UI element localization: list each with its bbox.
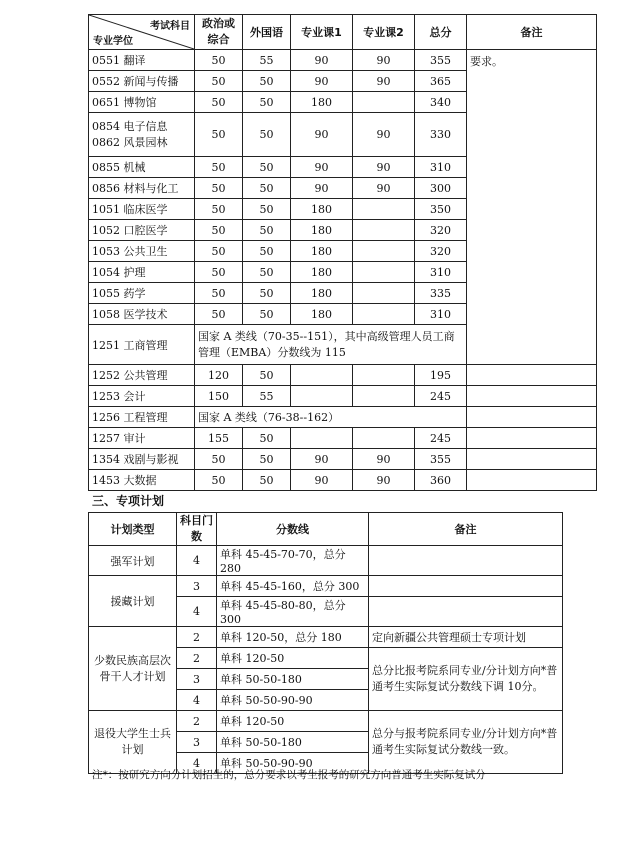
remark-cell <box>467 449 597 470</box>
course2-cell: 90 <box>353 50 415 71</box>
header-subject-count: 科目门数 <box>177 513 217 546</box>
table-header-row <box>89 15 597 50</box>
table-row <box>89 50 597 71</box>
course2-cell <box>353 241 415 262</box>
count-cell: 4 <box>177 597 217 627</box>
major-line-1: 0854 电子信息 <box>92 119 168 133</box>
table-row <box>89 386 597 407</box>
remark-cell <box>369 597 563 627</box>
major-line-2: 0862 风景园林 <box>92 135 168 149</box>
foreign-cell: 50 <box>243 449 291 470</box>
table-row <box>89 470 597 491</box>
header-remark: 备注 <box>369 513 563 546</box>
foreign-cell: 50 <box>243 365 291 386</box>
score-cell: 单科 120-50 <box>217 648 369 669</box>
course2-cell <box>353 428 415 449</box>
remark-cell <box>467 386 597 407</box>
merged-note-cell: 国家 A 类线（76-38--162） <box>195 407 467 428</box>
count-cell: 3 <box>177 576 217 597</box>
course2-cell: 90 <box>353 113 415 157</box>
major-cell: 1058 医学技术 <box>89 304 195 325</box>
total-cell: 245 <box>415 386 467 407</box>
politics-cell: 155 <box>195 428 243 449</box>
remark-cell: 总分与报考院系同专业/分计划方向*普通考生实际复试分数线一致。 <box>369 711 563 774</box>
course1-cell: 90 <box>291 178 353 199</box>
foreign-cell: 50 <box>243 157 291 178</box>
course1-cell: 180 <box>291 262 353 283</box>
major-cell: 1257 审计 <box>89 428 195 449</box>
header-course-1: 专业课1 <box>291 15 353 50</box>
politics-cell: 50 <box>195 71 243 92</box>
count-cell: 2 <box>177 711 217 732</box>
course2-cell <box>353 199 415 220</box>
total-cell: 320 <box>415 220 467 241</box>
foreign-cell: 50 <box>243 470 291 491</box>
major-cell: 1051 临床医学 <box>89 199 195 220</box>
count-cell: 3 <box>177 669 217 690</box>
total-cell: 360 <box>415 470 467 491</box>
header-remark: 备注 <box>467 15 597 50</box>
total-cell: 340 <box>415 92 467 113</box>
remark-cell: 定向新疆公共管理硕士专项计划 <box>369 627 563 648</box>
foreign-cell: 55 <box>243 50 291 71</box>
politics-cell: 150 <box>195 386 243 407</box>
table-row <box>89 449 597 470</box>
section-title: 三、专项计划 <box>92 494 165 508</box>
total-cell: 310 <box>415 157 467 178</box>
course2-cell <box>353 262 415 283</box>
politics-cell: 50 <box>195 199 243 220</box>
course1-cell <box>291 428 353 449</box>
diagonal-header-cell <box>89 15 195 50</box>
total-cell: 300 <box>415 178 467 199</box>
course1-cell: 180 <box>291 241 353 262</box>
course1-cell: 90 <box>291 157 353 178</box>
major-cell: 1253 会计 <box>89 386 195 407</box>
foreign-cell: 55 <box>243 386 291 407</box>
merged-note-cell: 国家 A 类线（70-35--151），其中高级管理人员工商管理（EMBA）分数线为 115 <box>195 325 467 365</box>
foreign-cell: 50 <box>243 113 291 157</box>
politics-cell: 50 <box>195 50 243 71</box>
course2-cell <box>353 386 415 407</box>
politics-cell: 50 <box>195 304 243 325</box>
total-cell: 350 <box>415 199 467 220</box>
politics-cell: 50 <box>195 470 243 491</box>
course1-cell: 180 <box>291 304 353 325</box>
major-cell: 0551 翻译 <box>89 50 195 71</box>
foreign-cell: 50 <box>243 92 291 113</box>
politics-cell: 120 <box>195 365 243 386</box>
foreign-cell: 50 <box>243 283 291 304</box>
major-cell: 0552 新闻与传播 <box>89 71 195 92</box>
total-cell: 330 <box>415 113 467 157</box>
score-cell: 单科 45-45-80-80，总分 300 <box>217 597 369 627</box>
count-cell: 3 <box>177 732 217 753</box>
total-cell: 245 <box>415 428 467 449</box>
score-cell: 单科 120-50，总分 180 <box>217 627 369 648</box>
politics-cell: 50 <box>195 283 243 304</box>
course1-cell: 90 <box>291 50 353 71</box>
foreign-cell: 50 <box>243 220 291 241</box>
table-row <box>89 546 563 576</box>
score-cell: 单科 120-50 <box>217 711 369 732</box>
course1-cell: 90 <box>291 449 353 470</box>
table-row <box>89 576 563 597</box>
remark-cell <box>467 365 597 386</box>
plan-type-cell: 援藏计划 <box>89 576 177 627</box>
politics-cell: 50 <box>195 113 243 157</box>
course1-cell: 180 <box>291 199 353 220</box>
remark-cell <box>467 50 597 365</box>
course2-cell: 90 <box>353 71 415 92</box>
course2-cell: 90 <box>353 178 415 199</box>
total-cell: 195 <box>415 365 467 386</box>
course1-cell: 90 <box>291 71 353 92</box>
course1-cell <box>291 365 353 386</box>
header-politics: 政治或综合 <box>195 15 243 50</box>
foreign-cell: 50 <box>243 241 291 262</box>
count-cell: 4 <box>177 546 217 576</box>
major-cell: 1054 护理 <box>89 262 195 283</box>
score-cell: 单科 50-50-180 <box>217 669 369 690</box>
politics-cell: 50 <box>195 449 243 470</box>
count-cell: 4 <box>177 690 217 711</box>
foreign-cell: 50 <box>243 178 291 199</box>
score-cell: 单科 50-50-90-90 <box>217 690 369 711</box>
major-cell: 1453 大数据 <box>89 470 195 491</box>
plan-type-cell: 退役大学生士兵计划 <box>89 711 177 774</box>
plan-type-cell: 强军计划 <box>89 546 177 576</box>
major-cell: 1052 口腔医学 <box>89 220 195 241</box>
remark-cell: 总分比报考院系同专业/分计划方向*普通考生实际复试分数线下调 10分。 <box>369 648 563 711</box>
header-total: 总分 <box>415 15 467 50</box>
foreign-cell: 50 <box>243 71 291 92</box>
remark-cell <box>369 546 563 576</box>
score-cell: 单科 50-50-180 <box>217 732 369 753</box>
course2-cell: 90 <box>353 470 415 491</box>
major-cell: 1053 公共卫生 <box>89 241 195 262</box>
course1-cell: 180 <box>291 92 353 113</box>
course1-cell: 180 <box>291 220 353 241</box>
politics-cell: 50 <box>195 220 243 241</box>
course2-cell <box>353 304 415 325</box>
major-cell <box>89 113 195 157</box>
remark-text: 要求。 <box>470 55 503 68</box>
remark-cell <box>467 428 597 449</box>
remark-cell <box>369 576 563 597</box>
table-header-row <box>89 513 563 546</box>
total-cell: 365 <box>415 71 467 92</box>
score-table-professional <box>88 14 597 491</box>
total-cell: 355 <box>415 50 467 71</box>
course1-cell: 90 <box>291 470 353 491</box>
course2-cell <box>353 283 415 304</box>
major-cell: 1251 工商管理 <box>89 325 195 365</box>
major-cell: 1252 公共管理 <box>89 365 195 386</box>
table-row <box>89 711 563 732</box>
header-course-2: 专业课2 <box>353 15 415 50</box>
header-foreign-language: 外国语 <box>243 15 291 50</box>
politics-cell: 50 <box>195 262 243 283</box>
footnote: 注*：按研究方向分计划招生的，总分要求以考生报考的研究方向普通考生实际复试分 <box>92 769 486 781</box>
total-cell: 310 <box>415 262 467 283</box>
course1-cell <box>291 386 353 407</box>
score-cell: 单科 45-45-70-70，总分 280 <box>217 546 369 576</box>
major-cell: 1256 工程管理 <box>89 407 195 428</box>
total-cell: 320 <box>415 241 467 262</box>
total-cell: 355 <box>415 449 467 470</box>
course2-cell <box>353 365 415 386</box>
remark-cell <box>467 470 597 491</box>
politics-cell: 50 <box>195 241 243 262</box>
total-cell: 310 <box>415 304 467 325</box>
course2-cell <box>353 220 415 241</box>
politics-cell: 50 <box>195 157 243 178</box>
total-cell: 335 <box>415 283 467 304</box>
course2-cell: 90 <box>353 449 415 470</box>
politics-cell: 50 <box>195 178 243 199</box>
count-cell: 4 <box>177 753 217 774</box>
header-plan-type: 计划类型 <box>89 513 177 546</box>
major-cell: 1055 药学 <box>89 283 195 304</box>
major-cell: 0651 博物馆 <box>89 92 195 113</box>
table-row <box>89 365 597 386</box>
course1-cell: 180 <box>291 283 353 304</box>
politics-cell: 50 <box>195 92 243 113</box>
major-cell: 1354 戏剧与影视 <box>89 449 195 470</box>
score-cell: 单科 50-50-90-90 <box>217 753 369 774</box>
foreign-cell: 50 <box>243 428 291 449</box>
major-cell: 0856 材料与化工 <box>89 178 195 199</box>
major-cell: 0855 机械 <box>89 157 195 178</box>
plan-type-cell: 少数民族高层次骨干人才计划 <box>89 627 177 711</box>
foreign-cell: 50 <box>243 262 291 283</box>
diag-top-label: 考试科目 <box>150 21 190 32</box>
remark-cell <box>467 407 597 428</box>
foreign-cell: 50 <box>243 199 291 220</box>
table-row <box>89 407 597 428</box>
foreign-cell: 50 <box>243 304 291 325</box>
diag-bottom-label: 专业学位 <box>93 36 133 47</box>
course2-cell: 90 <box>353 157 415 178</box>
special-plan-table <box>88 512 563 774</box>
table-row <box>89 428 597 449</box>
score-cell: 单科 45-45-160，总分 300 <box>217 576 369 597</box>
header-score-line: 分数线 <box>217 513 369 546</box>
count-cell: 2 <box>177 627 217 648</box>
course1-cell: 90 <box>291 113 353 157</box>
table-row <box>89 627 563 648</box>
count-cell: 2 <box>177 648 217 669</box>
course2-cell <box>353 92 415 113</box>
